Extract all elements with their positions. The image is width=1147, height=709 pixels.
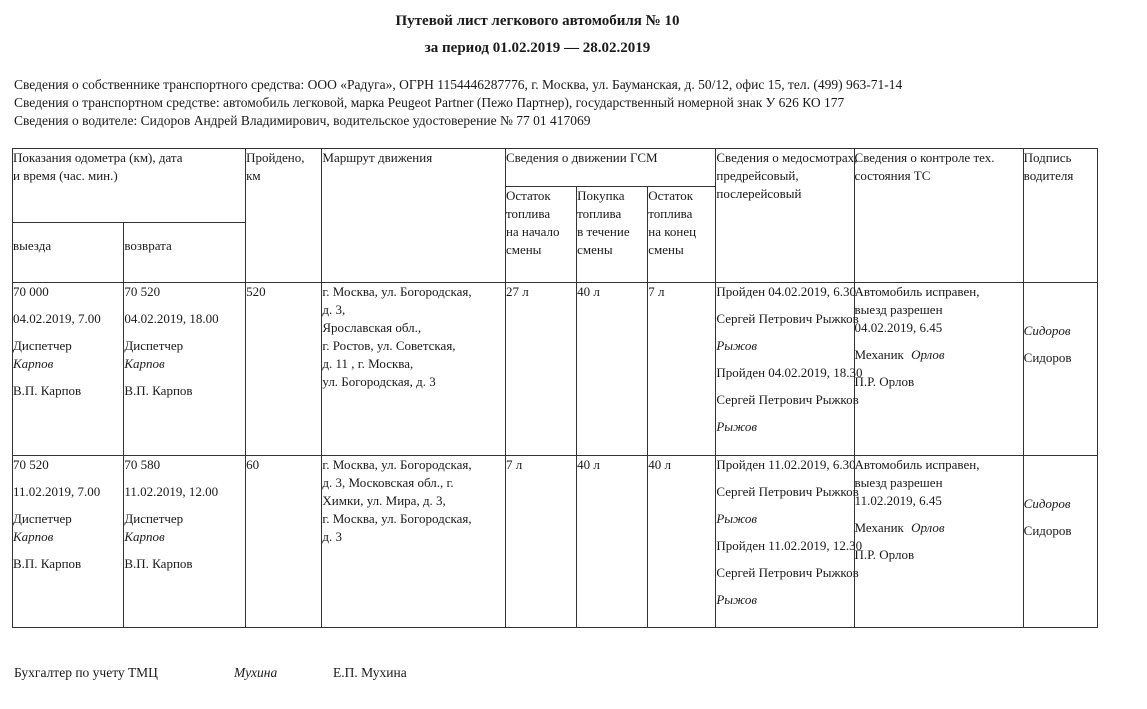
medical-cell: Пройден 04.02.2019, 6.30 Сергей Петрович Рыжков Рыжов Пройден 04.02.2019, 18.30 Сергей Петрович Рыжков Рыжов <box>716 283 854 456</box>
fuel-end-cell: 40 л <box>648 456 716 628</box>
header-route-cell: Маршрут движения <box>322 149 506 283</box>
fuel-buy-cell: 40 л <box>577 456 648 628</box>
header-medical-cell: Сведения о медосмотрах, предрейсовый, послерейсовый <box>716 149 854 283</box>
driver-signature-cell: Сидоров Сидоров <box>1023 283 1097 456</box>
accountant-signature: Мухина <box>234 665 278 680</box>
document-period: за период 01.02.2019 — 28.02.2019 <box>424 40 651 56</box>
accountant-name: Е.П. Мухина <box>333 665 407 680</box>
vehicle-info: Сведения о транспортном средстве: автомобиль легковой, марка Peugeot Partner (Пежо Партнер), государственный номерной знак У 626 КО 177 <box>14 95 845 110</box>
header-signature-cell: Подпись водителя <box>1023 149 1097 283</box>
owner-info: Сведения о собственнике транспортного средства: ООО «Радуга», ОГРН 1154446287776, г. Москва, ул. Бауманская, д. 50/12, офис 15, тел. (499) 963-71-14 <box>14 77 903 92</box>
driver-info: Сведения о водителе: Сидоров Андрей Владимирович, водительское удостоверение № 77 01 417069 <box>14 113 591 128</box>
driver-signature-cell: Сидоров Сидоров <box>1023 456 1097 628</box>
fuel-end-cell: 7 л <box>648 283 716 456</box>
doctor-signature: Рыжов <box>716 592 758 607</box>
fuel-start-cell: 27 л <box>505 283 576 456</box>
return-cell: 70 580 11.02.2019, 12.00 Диспетчер Карпов В.П. Карпов <box>124 456 246 628</box>
doctor-signature: Рыжов <box>716 511 758 526</box>
header-fuel-start: Остаток топлива на начало смены <box>505 187 576 283</box>
departure-cell: 70 520 11.02.2019, 7.00 Диспетчер Карпов В.П. Карпов <box>13 456 124 628</box>
mechanic-signature: Орлов <box>911 347 945 362</box>
tech-cell: Автомобиль исправен, выезд разрешен 11.02.2019, 6.45 Механик Орлов П.Р. Орлов <box>854 456 1023 628</box>
table-row <box>13 283 1098 456</box>
accountant-position: Бухгалтер по учету ТМЦ <box>14 665 158 680</box>
header-fuel-cell: Сведения о движении ГСМ <box>505 149 715 187</box>
route-cell: г. Москва, ул. Богородская, д. 3, Ярославская обл., г. Ростов, ул. Советская, д. 11 , г. Москва, ул. Богородская, д. 3 <box>322 283 506 456</box>
distance-cell: 60 <box>246 456 322 628</box>
doctor-signature: Рыжов <box>716 338 758 353</box>
dispatcher-signature: Карпов <box>124 356 165 371</box>
header-return-cell: возврата <box>124 223 246 283</box>
table-row <box>13 456 1098 628</box>
document-title: Путевой лист легкового автомобиля № 10 <box>395 13 680 29</box>
route-cell: г. Москва, ул. Богородская, д. 3, Московская обл., г. Химки, ул. Мира, д. 3, г. Москва, ул. Богородская, д. 3 <box>322 456 506 628</box>
fuel-start-cell: 7 л <box>505 456 576 628</box>
medical-cell: Пройден 11.02.2019, 6.30 Сергей Петрович Рыжков Рыжов Пройден 11.02.2019, 12.30 Сергей Петрович Рыжков Рыжов <box>716 456 854 628</box>
return-cell: 70 520 04.02.2019, 18.00 Диспетчер Карпов В.П. Карпов <box>124 283 246 456</box>
driver-signature: Сидоров <box>1023 323 1071 338</box>
dispatcher-signature: Карпов <box>13 356 54 371</box>
header-departure-cell: выезда <box>13 223 124 283</box>
header-odometer-cell: Показания одометра (км), дата и время (час. мин.) <box>13 149 246 223</box>
header-fuel-buy: Покупка топлива в течение смены <box>577 187 648 283</box>
departure-cell: 70 000 04.02.2019, 7.00 Диспетчер Карпов В.П. Карпов <box>13 283 124 456</box>
dispatcher-signature: Карпов <box>13 529 54 544</box>
distance-cell: 520 <box>246 283 322 456</box>
driver-signature: Сидоров <box>1023 496 1071 511</box>
tech-cell: Автомобиль исправен, выезд разрешен 04.02.2019, 6.45 Механик Орлов П.Р. Орлов <box>854 283 1023 456</box>
header-tech-cell: Сведения о контроле тех. состояния ТС <box>854 149 1023 283</box>
doctor-signature: Рыжов <box>716 419 758 434</box>
dispatcher-signature: Карпов <box>124 529 165 544</box>
mechanic-signature: Орлов <box>911 520 945 535</box>
header-fuel-end: Остаток топлива на конец смены <box>648 187 716 283</box>
header-distance-cell: Пройдено, км <box>246 149 322 283</box>
fuel-buy-cell: 40 л <box>577 283 648 456</box>
waybill-grid <box>12 148 1098 628</box>
